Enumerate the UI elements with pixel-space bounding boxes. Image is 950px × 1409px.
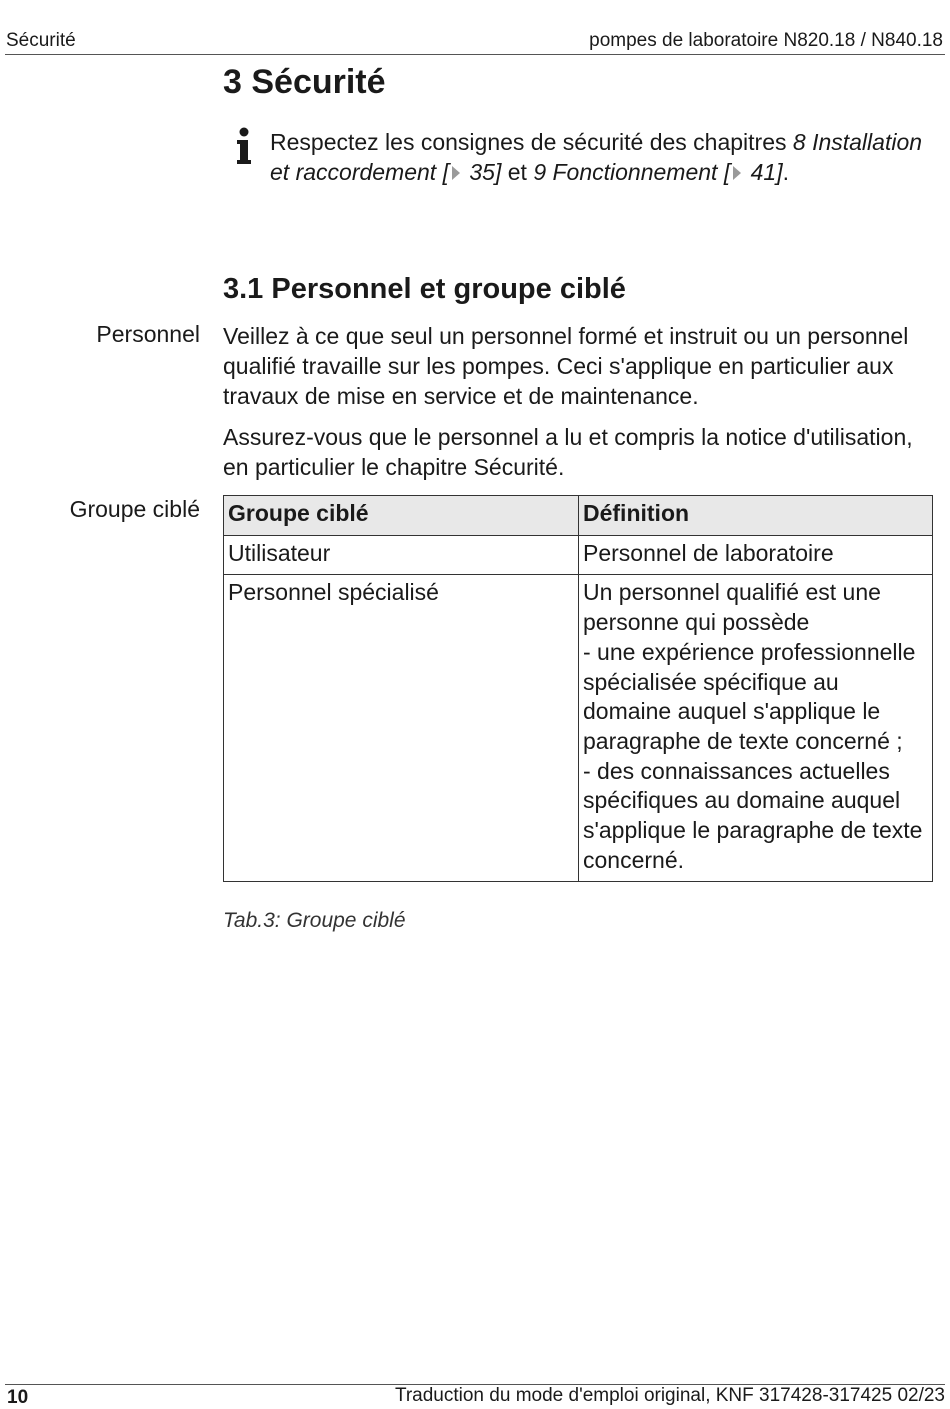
target-group-table (223, 495, 933, 882)
running-header-section: Sécurité (6, 30, 76, 51)
header-divider (5, 54, 945, 55)
page-ref-arrow-icon (733, 166, 741, 180)
personnel-paragraph-1: Veillez à ce que seul un personnel formé et instruit ou un personnel qualifié travaille sur les pompes. Ceci s'applique en particulier aux travaux de mise en service et de maintenance. (223, 323, 909, 409)
column-header-groupe: Groupe ciblé (224, 496, 579, 536)
table-header-row (224, 496, 933, 536)
chapter-8-link[interactable]: 8 Installation et raccordement [ 35] (270, 129, 923, 185)
definition-line: - des connaissances actuelles spécifiques au domaine auquel s'applique le paragraphe de texte concerné. (583, 757, 923, 873)
safety-note: Respectez les consignes de sécurité des chapitres 8 Installation et raccordement [ 35] et 9 Fonctionnement [ 41]. (270, 129, 923, 185)
cell-group: Utilisateur (224, 535, 579, 575)
margin-label-groupe: Groupe ciblé (69, 496, 200, 522)
info-icon (234, 126, 254, 168)
page-number: 10 (7, 1387, 29, 1408)
running-header-product: pompes de laboratoire N820.18 / N840.18 (589, 30, 943, 51)
cell-group: Personnel spécialisé (224, 575, 579, 882)
section-title: 3.1 Personnel et groupe ciblé (223, 273, 626, 305)
footer-text: Traduction du mode d'emploi original, KNF 317428-317425 02/23 (394, 1385, 945, 1406)
margin-label-personnel: Personnel (96, 321, 200, 347)
cell-definition (579, 575, 933, 882)
table-row (224, 575, 933, 882)
table-caption: Tab.3: Groupe ciblé (223, 909, 406, 932)
page-ref-arrow-icon (452, 166, 460, 180)
definition-line: - une expérience professionnelle spécialisée spécifique au domaine auquel s'applique le paragraphe de texte concerné ; (583, 638, 916, 754)
cell-definition: Personnel de laboratoire (579, 535, 933, 575)
chapter-9-link[interactable]: 9 Fonctionnement [ 41] (533, 159, 783, 185)
table-row (224, 535, 933, 575)
chapter-title: 3 Sécurité (223, 63, 386, 101)
definition-line: Un personnel qualifié est une personne qui possède (583, 579, 881, 636)
column-header-definition: Définition (579, 496, 933, 536)
personnel-paragraph-2: Assurez-vous que le personnel a lu et compris la notice d'utilisation, en particulier le chapitre Sécurité. (223, 424, 913, 480)
